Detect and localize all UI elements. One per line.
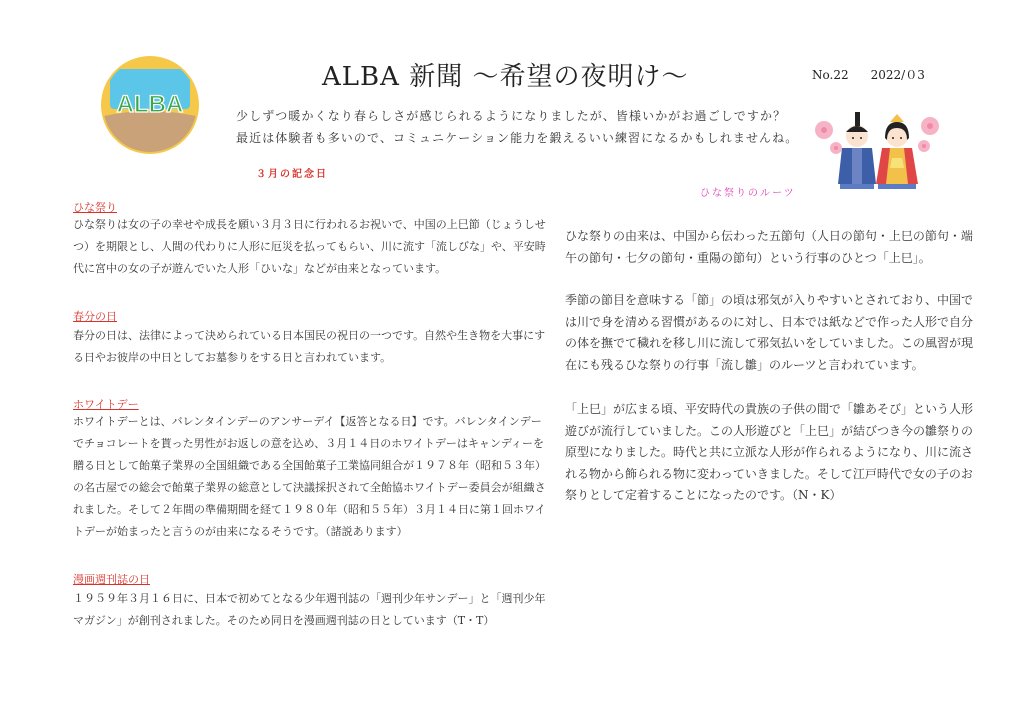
alba-logo — [100, 55, 200, 155]
emperor-doll-icon — [838, 112, 876, 189]
empress-doll-icon — [876, 114, 918, 189]
hinamatsuri-roots-title: ひな祭りのルーツ — [700, 188, 796, 199]
roots-paragraph-1: ひな祭りの由来は、中国から伝わった五節句（人日の節句・上巳の節句・端午の節句・七夕の節句・重陽の節句）という行事のひとつ「上巳」。 — [565, 229, 973, 265]
intro-line-2: 最近は体験者も多いので、コミュニケーション能力を鍛えるいい練習になるかもしれませんね。 — [236, 131, 799, 145]
section-body-hinamatsuri: ひな祭りは女の子の幸せや成長を願い３月３日に行われるお祝いで、中国の上巳節（じょうしせつ）を期限とし、人間の代わりに人形に厄災を払ってもらい、川に流す「流しびな」や、平安時代に宮中の女の子が遊んでいた人形「ひいな」などが由来となっています。 — [73, 218, 546, 275]
hina-dolls-illustration — [812, 100, 942, 195]
newsletter-title: ALBA 新聞 ～希望の夜明け～ — [322, 62, 689, 92]
issue-info — [812, 66, 947, 83]
section-body-white-day: ホワイトデーとは、バレンタインデーのアンサーデイ【返答となる日】です。バレンタインデーでチョコレートを貰った男性がお返しの意を込め、３月１４日のホワイトデーはキャンディーを贈る日として飴菓子業界の全国組織である全国飴菓子工業協同組合が１９７８年（昭和５３年）の名古屋での総会で飴菓子業界の総意として決議採択されて全飴協ホワイトデー委員会が組織されました。そして２年間の準備期間を経て１９８０年（昭和５５年）３月１４日に第１回ホワイトデーが始まったと言うのが由来になるそうです。（諸説あります） — [73, 415, 546, 538]
issue-date: 2022/０3 — [870, 68, 925, 82]
section-body-manga-weekly: １９５９年３月１６日に、日本で初めてとなる少年週刊誌の「週刊少年サンデー」と「週刊少年マガジン」が創刊されました。そのため同日を漫画週刊誌の日としています（T・T） — [73, 592, 546, 627]
issue-number: No.22 — [812, 68, 849, 82]
section-heading-shunbun: 春分の日 — [73, 310, 117, 323]
section-heading-hinamatsuri: ひな祭り — [73, 201, 117, 214]
march-holidays-title: ３月の記念日 — [256, 169, 328, 180]
section-heading-manga-weekly: 漫画週刊誌の日 — [73, 573, 150, 586]
section-heading-white-day: ホワイトデー — [73, 398, 139, 411]
roots-paragraph-2: 季節の節目を意味する「節」の頃は邪気が入りやすいとされており、中国では川で身を清める習慣があるのに対し、日本では紙などで作った人形で自分の体を撫でて穢れを移し川に流して邪気払いをしていました。この風習が現在にも残るひな祭りの行事「流し雛」のルーツと言われています。 — [565, 293, 974, 372]
peach-blossom-icon — [815, 117, 939, 154]
intro-line-1: 少しずつ暖かくなり春らしさが感じられるようになりましたが、皆様いかがお過ごしですか？ — [236, 109, 787, 123]
logo-text: ALBA — [116, 91, 184, 118]
section-body-shunbun: 春分の日は、法律によって決められている日本国民の祝日の一つです。自然や生き物を大事にする日やお彼岸の中日としてお墓参りをする日と言われています。 — [73, 329, 546, 364]
roots-paragraph-3: 「上巳」が広まる頃、平安時代の貴族の子供の間で「雛あそび」という人形遊びが流行していました。この人形遊びと「上巳」が結びつき今の雛祭りの原型になりました。時代と共に立派な人形が作られるようになり、川に流される物から飾られる物に変わっていきました。そして江戸時代で女の子のお祭りとして定着することになったのです。（N・K） — [565, 402, 974, 502]
